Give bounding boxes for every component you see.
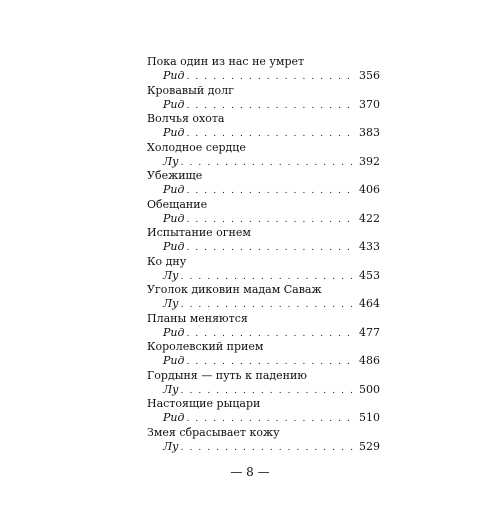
chapter-page-number: 356: [359, 69, 380, 82]
toc-entry: [147, 283, 380, 312]
chapter-title: Обещание: [147, 197, 208, 211]
chapter-page-number: 383: [359, 126, 380, 139]
toc-entry-row: [147, 297, 380, 312]
dot-leader: [186, 327, 355, 341]
chapter-page-number: 464: [359, 297, 380, 310]
toc-entry-row: [147, 411, 380, 426]
toc-entry-row: [147, 269, 380, 284]
dot-leader: [181, 156, 355, 170]
dot-leader: [186, 213, 355, 227]
chapter-title: Гордыня — путь к падению: [147, 368, 307, 382]
toc-entry-row: [147, 440, 380, 455]
chapter-title: Планы меняются: [147, 311, 248, 325]
chapter-narrator: Рид: [163, 183, 185, 196]
chapter-narrator: Лу: [163, 439, 179, 453]
toc-entry-row: [147, 383, 380, 398]
toc-entry: [147, 255, 380, 284]
dot-leader: [186, 355, 355, 369]
toc-entry-row: [147, 69, 380, 84]
toc-entry-row: [147, 155, 380, 170]
chapter-page-number: 422: [359, 211, 380, 225]
dot-leader: [181, 298, 355, 312]
toc-entry-row: [147, 212, 380, 227]
chapter-page-number: 392: [359, 154, 380, 168]
toc-entry: [147, 141, 380, 170]
table-of-contents: [147, 55, 380, 454]
chapter-page-number: 406: [359, 183, 380, 196]
chapter-title: Холодное сердце: [147, 140, 246, 154]
toc-entry: [147, 340, 380, 369]
chapter-title: Волчья охота: [147, 112, 225, 125]
dot-leader: [181, 270, 355, 284]
toc-entry: [147, 55, 380, 84]
chapter-page-number: 486: [359, 354, 380, 367]
chapter-narrator: Рид: [163, 411, 185, 424]
chapter-page-number: 453: [359, 268, 380, 282]
chapter-narrator: Лу: [163, 297, 179, 310]
toc-entry: [147, 312, 380, 341]
dot-leader: [186, 241, 355, 255]
chapter-title: Змея сбрасывает кожу: [147, 425, 280, 439]
chapter-narrator: Рид: [163, 126, 185, 139]
dot-leader: [186, 127, 355, 141]
dot-leader: [181, 384, 355, 398]
chapter-narrator: Лу: [163, 382, 179, 396]
toc-entry: [147, 397, 380, 426]
toc-entry-row: [147, 326, 380, 341]
chapter-title: Настоящие рыцари: [147, 397, 261, 410]
chapter-narrator: Рид: [163, 69, 185, 82]
toc-entry: [147, 169, 380, 198]
toc-entry-row: [147, 183, 380, 198]
chapter-title: Королевский прием: [147, 340, 264, 353]
chapter-narrator: Рид: [163, 354, 185, 367]
chapter-page-number: 500: [359, 382, 380, 396]
toc-entry-row: [147, 354, 380, 369]
toc-entry: [147, 198, 380, 227]
toc-entry-row: [147, 126, 380, 141]
chapter-title: Кровавый долг: [147, 83, 234, 97]
chapter-narrator: Рид: [163, 240, 185, 253]
toc-entry: [147, 84, 380, 113]
dot-leader: [186, 412, 355, 426]
toc-entry: [147, 426, 380, 455]
dot-leader: [181, 441, 355, 455]
page-number: — 8 —: [230, 465, 270, 479]
chapter-title: Пока один из нас не умрет: [147, 55, 305, 68]
toc-entry: [147, 369, 380, 398]
toc-entry: [147, 112, 380, 141]
toc-entry-row: [147, 240, 380, 255]
chapter-title: Ко дну: [147, 254, 187, 268]
chapter-page-number: 529: [359, 439, 380, 453]
chapter-title: Убежище: [147, 169, 203, 182]
chapter-narrator: Лу: [163, 268, 179, 282]
chapter-title: Испытание огнем: [147, 226, 251, 239]
chapter-page-number: 370: [359, 97, 380, 111]
dot-leader: [186, 99, 355, 113]
chapter-narrator: Лу: [163, 154, 179, 168]
toc-entry-row: [147, 98, 380, 113]
dot-leader: [186, 184, 355, 198]
toc-entry: [147, 226, 380, 255]
dot-leader: [186, 70, 355, 84]
chapter-narrator: Рид: [163, 97, 185, 111]
chapter-narrator: Рид: [163, 325, 185, 339]
chapter-page-number: 510: [359, 411, 380, 424]
chapter-title: Уголок диковин мадам Саваж: [147, 283, 322, 296]
chapter-page-number: 477: [359, 325, 380, 339]
chapter-narrator: Рид: [163, 211, 185, 225]
chapter-page-number: 433: [359, 240, 380, 253]
